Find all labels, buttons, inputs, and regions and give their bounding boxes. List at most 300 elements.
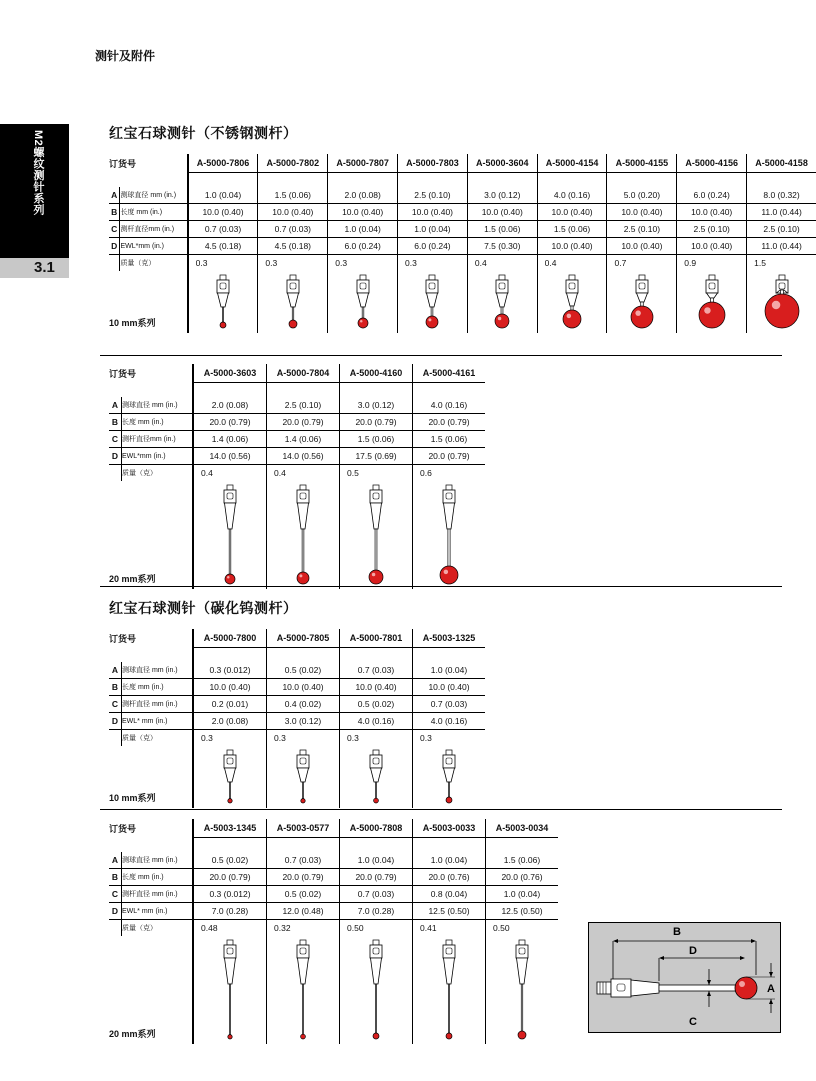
stylus-cell	[340, 936, 413, 1044]
spec-row-b	[109, 414, 485, 431]
spec-value: 10.0 (0.40)	[340, 679, 413, 696]
stylus-cell	[340, 746, 413, 808]
stylus-cell	[413, 936, 486, 1044]
spec-value: 0.7 (0.03)	[340, 886, 413, 903]
series-label: 10 mm系列	[109, 793, 156, 803]
spec-row-c	[109, 886, 558, 903]
spec-value: 0.8 (0.04)	[413, 886, 486, 903]
stylus-icon	[682, 273, 742, 331]
order-number: A-5000-3603	[193, 364, 267, 383]
spacer	[267, 648, 340, 663]
spec-value: 6.0 (0.24)	[398, 238, 468, 255]
spec-row-a	[109, 187, 816, 204]
stylus-cell	[747, 271, 816, 333]
row-label: EWL* mm (in.)	[122, 903, 194, 920]
spacer	[109, 173, 120, 188]
spec-value: 1.5 (0.06)	[486, 852, 559, 869]
spec-value: 4.0 (0.16)	[413, 713, 486, 730]
spec-table	[109, 154, 816, 333]
mass-value: 0.4	[267, 465, 340, 482]
stylus-cell	[398, 271, 468, 333]
row-letter: B	[109, 414, 122, 431]
order-number: A-5000-7805	[267, 629, 340, 648]
spec-value: 20.0 (0.76)	[413, 869, 486, 886]
spacer	[193, 383, 267, 398]
mass-value: 0.50	[340, 920, 413, 937]
spec-value: 10.0 (0.40)	[267, 679, 340, 696]
row-letter	[109, 730, 122, 747]
row-label: 测杆直径 mm (in.)	[122, 696, 194, 713]
row-label: EWL*mm (in.)	[122, 448, 194, 465]
spacer	[413, 383, 486, 398]
spec-table	[109, 629, 485, 808]
stylus-cell	[467, 271, 537, 333]
spacer	[677, 173, 747, 188]
row-label: 测球直径 mm (in.)	[122, 397, 194, 414]
row-letter: C	[109, 696, 122, 713]
spec-row-b	[109, 869, 558, 886]
row-letter	[109, 255, 120, 272]
order-number: A-5000-4156	[677, 154, 747, 173]
row-label: 质量（克）	[122, 925, 157, 932]
spacer	[607, 173, 677, 188]
row-label: 质量（克）	[122, 470, 157, 477]
stylus-icon	[200, 938, 260, 1042]
spec-value: 7.0 (0.28)	[193, 903, 267, 920]
order-row	[109, 154, 816, 173]
mass-value: 1.5	[747, 255, 816, 272]
order-number: A-5003-0577	[267, 819, 340, 838]
row-label: 测球直径 mm (in.)	[122, 852, 194, 869]
spec-value: 1.5 (0.06)	[258, 187, 328, 204]
order-number: A-5003-1345	[193, 819, 267, 838]
stylus-icon	[542, 273, 602, 331]
row-letter: A	[109, 397, 122, 414]
spec-value: 10.0 (0.40)	[537, 204, 607, 221]
spec-value: 6.0 (0.24)	[677, 187, 747, 204]
row-letter: D	[109, 713, 122, 730]
spec-value: 20.0 (0.79)	[193, 414, 267, 431]
row-letter: A	[109, 187, 120, 204]
spec-value: 7.5 (0.30)	[467, 238, 537, 255]
spec-row-d	[109, 713, 485, 730]
stylus-icon	[273, 483, 333, 587]
order-label: 订货号	[109, 823, 137, 834]
spec-value: 0.5 (0.02)	[267, 662, 340, 679]
spec-value: 20.0 (0.79)	[413, 414, 486, 431]
spec-value: 0.7 (0.03)	[413, 696, 486, 713]
spec-value: 10.0 (0.40)	[677, 204, 747, 221]
row-letter: C	[109, 431, 122, 448]
spec-value: 3.0 (0.12)	[267, 713, 340, 730]
spec-value: 0.5 (0.02)	[340, 696, 413, 713]
spec-value: 2.5 (0.10)	[267, 397, 340, 414]
section-number-text: 3.1	[34, 259, 55, 276]
divider	[100, 809, 782, 810]
dimension-diagram	[588, 922, 781, 1033]
mass-value: 0.4	[193, 465, 267, 482]
spec-value: 17.5 (0.69)	[340, 448, 413, 465]
spec-value: 20.0 (0.79)	[267, 414, 340, 431]
stylus-icon	[333, 273, 393, 331]
spec-value: 10.0 (0.40)	[398, 204, 468, 221]
spec-value: 10.0 (0.40)	[467, 204, 537, 221]
spec-value: 1.0 (0.04)	[340, 852, 413, 869]
row-letter: B	[109, 679, 122, 696]
order-number: A-5000-7801	[340, 629, 413, 648]
row-letter: C	[109, 886, 122, 903]
mass-value: 0.6	[413, 465, 486, 482]
spacer	[398, 173, 468, 188]
spec-block-stainless-10mm	[109, 154, 816, 333]
side-tab-text: M2螺纹测针系列	[32, 130, 44, 216]
spec-value: 2.5 (0.10)	[607, 221, 677, 238]
spec-value: 8.0 (0.32)	[747, 187, 816, 204]
spacer	[109, 383, 122, 398]
page-header: 测针及附件	[95, 49, 156, 63]
stylus-cell	[413, 746, 486, 808]
stylus-icon	[200, 748, 260, 806]
spec-value: 4.0 (0.16)	[537, 187, 607, 204]
picture-row	[109, 481, 485, 589]
spec-value: 12.5 (0.50)	[486, 903, 559, 920]
spec-table	[109, 364, 485, 589]
spec-value: 2.5 (0.10)	[747, 221, 816, 238]
stylus-icon	[492, 938, 552, 1042]
picture-row	[109, 936, 558, 1044]
spec-value: 1.0 (0.04)	[398, 221, 468, 238]
mass-value: 0.50	[486, 920, 559, 937]
spacer	[258, 173, 328, 188]
order-number: A-5003-0034	[486, 819, 559, 838]
spacer	[467, 173, 537, 188]
order-label: 订货号	[109, 368, 137, 379]
stylus-icon	[200, 483, 260, 587]
order-number: A-5000-7807	[328, 154, 398, 173]
row-label: 长度 mm (in.)	[122, 679, 194, 696]
stylus-icon	[346, 938, 406, 1042]
spacer	[340, 838, 413, 853]
spec-value: 10.0 (0.40)	[607, 238, 677, 255]
order-number: A-5000-4154	[537, 154, 607, 173]
stylus-icon	[346, 483, 406, 587]
row-label: 测球直径 mm (in.)	[122, 662, 194, 679]
mass-value: 0.3	[267, 730, 340, 747]
spec-value: 4.5 (0.18)	[258, 238, 328, 255]
row-label: 质量（克）	[122, 735, 157, 742]
row-label: 长度 mm (in.)	[120, 204, 188, 221]
spec-value: 0.4 (0.02)	[267, 696, 340, 713]
row-letter: D	[109, 448, 122, 465]
spec-row-a	[109, 852, 558, 869]
stylus-cell	[188, 271, 258, 333]
spec-value: 0.5 (0.02)	[267, 886, 340, 903]
spacer	[109, 838, 122, 853]
stylus-cell	[607, 271, 677, 333]
spec-value: 7.0 (0.28)	[340, 903, 413, 920]
row-letter: C	[109, 221, 120, 238]
picture-row	[109, 746, 485, 808]
picture-row	[109, 271, 816, 333]
spec-row-d	[109, 903, 558, 920]
stylus-icon	[193, 273, 253, 331]
spec-value: 20.0 (0.79)	[193, 869, 267, 886]
spacer	[188, 173, 258, 188]
spec-value: 20.0 (0.79)	[340, 869, 413, 886]
spec-value: 1.5 (0.06)	[340, 431, 413, 448]
series-label: 10 mm系列	[109, 318, 156, 328]
row-letter: A	[109, 852, 122, 869]
row-letter: A	[109, 662, 122, 679]
order-label: 订货号	[109, 633, 137, 644]
spec-value: 0.7 (0.03)	[188, 221, 258, 238]
row-label: 测杆直径mm (in.)	[122, 431, 194, 448]
mass-row	[109, 255, 816, 272]
order-number: A-5000-4161	[413, 364, 486, 383]
stylus-cell	[340, 481, 413, 589]
stylus-cell	[193, 936, 267, 1044]
stylus-cell	[537, 271, 607, 333]
spec-value: 2.0 (0.08)	[193, 713, 267, 730]
spacer	[340, 383, 413, 398]
spec-block-carbide-10mm	[109, 629, 485, 808]
spec-value: 10.0 (0.40)	[328, 204, 398, 221]
spec-value: 11.0 (0.44)	[747, 204, 816, 221]
stylus-cell	[267, 746, 340, 808]
section-title-stainless: 红宝石球测针（不锈钢测杆）	[109, 125, 298, 141]
mass-row	[109, 730, 485, 747]
spec-value: 10.0 (0.40)	[193, 679, 267, 696]
mass-row	[109, 920, 558, 937]
order-number: A-5000-4158	[747, 154, 816, 173]
row-letter	[109, 920, 122, 937]
spec-value: 0.2 (0.01)	[193, 696, 267, 713]
stylus-icon	[612, 273, 672, 331]
mass-value: 0.41	[413, 920, 486, 937]
row-label: 长度 mm (in.)	[122, 414, 194, 431]
spec-value: 10.0 (0.40)	[188, 204, 258, 221]
spacer	[340, 648, 413, 663]
stylus-icon	[273, 748, 333, 806]
spec-table	[109, 819, 558, 1044]
spec-value: 14.0 (0.56)	[193, 448, 267, 465]
spec-value: 1.0 (0.04)	[486, 886, 559, 903]
spec-value: 20.0 (0.79)	[340, 414, 413, 431]
order-label: 订货号	[109, 158, 137, 169]
mass-value: 0.5	[340, 465, 413, 482]
mass-value: 0.3	[188, 255, 258, 272]
row-letter	[109, 465, 122, 482]
mass-value: 0.3	[258, 255, 328, 272]
spec-value: 1.5 (0.06)	[413, 431, 486, 448]
spacer	[267, 838, 340, 853]
divider	[100, 355, 782, 356]
order-number: A-5000-7800	[193, 629, 267, 648]
spec-value: 0.7 (0.03)	[267, 852, 340, 869]
mass-value: 0.9	[677, 255, 747, 272]
spec-row-d	[109, 238, 816, 255]
spec-row-a	[109, 397, 485, 414]
spec-value: 1.0 (0.04)	[188, 187, 258, 204]
spec-value: 4.5 (0.18)	[188, 238, 258, 255]
side-tab	[0, 124, 69, 258]
mass-value: 0.3	[398, 255, 468, 272]
spec-value: 3.0 (0.12)	[340, 397, 413, 414]
stylus-icon	[419, 483, 479, 587]
mass-value: 0.48	[193, 920, 267, 937]
spec-value: 2.0 (0.08)	[193, 397, 267, 414]
mass-value: 0.3	[413, 730, 486, 747]
spec-row-d	[109, 448, 485, 465]
stylus-icon	[346, 748, 406, 806]
row-letter: B	[109, 869, 122, 886]
spec-row-c	[109, 696, 485, 713]
diagram-label-c: C	[689, 1016, 697, 1028]
spec-row-c	[109, 431, 485, 448]
spec-value: 4.0 (0.16)	[340, 713, 413, 730]
mass-value: 0.7	[607, 255, 677, 272]
spacer	[122, 838, 194, 853]
stylus-icon	[472, 273, 532, 331]
diagram-label-b: B	[673, 926, 681, 938]
spec-value: 0.7 (0.03)	[340, 662, 413, 679]
row-label: EWL*mm (in.)	[120, 238, 188, 255]
spacer	[486, 838, 559, 853]
spec-row-a	[109, 662, 485, 679]
spacer-row	[109, 173, 816, 188]
spacer	[122, 648, 194, 663]
spec-value: 11.0 (0.44)	[747, 238, 816, 255]
stylus-icon	[263, 273, 323, 331]
order-number: A-5000-7804	[267, 364, 340, 383]
stylus-cell	[413, 481, 486, 589]
spec-value: 10.0 (0.40)	[537, 238, 607, 255]
order-number: A-5000-7806	[188, 154, 258, 173]
spacer	[413, 648, 486, 663]
order-row	[109, 819, 558, 838]
row-letter: D	[109, 238, 120, 255]
mass-row	[109, 465, 485, 482]
spec-value: 1.0 (0.04)	[328, 221, 398, 238]
spec-value: 20.0 (0.79)	[413, 448, 486, 465]
spec-value: 2.0 (0.08)	[328, 187, 398, 204]
spec-value: 10.0 (0.40)	[413, 679, 486, 696]
mass-value: 0.4	[537, 255, 607, 272]
spec-value: 1.4 (0.06)	[193, 431, 267, 448]
stylus-cell	[677, 271, 747, 333]
stylus-cell	[267, 481, 340, 589]
row-label: 质量（克）	[120, 260, 156, 267]
spec-block-stainless-20mm	[109, 364, 485, 589]
order-number: A-5003-0033	[413, 819, 486, 838]
row-letter: D	[109, 903, 122, 920]
spec-value: 4.0 (0.16)	[413, 397, 486, 414]
spec-value: 2.5 (0.10)	[677, 221, 747, 238]
spec-row-c	[109, 221, 816, 238]
section-title-carbide: 红宝石球测针（碳化钨测杆）	[109, 600, 298, 616]
spec-row-b	[109, 679, 485, 696]
order-number: A-5000-4160	[340, 364, 413, 383]
order-number: A-5000-4155	[607, 154, 677, 173]
stylus-icon	[273, 938, 333, 1042]
spec-value: 0.7 (0.03)	[258, 221, 328, 238]
spec-value: 2.5 (0.10)	[398, 187, 468, 204]
spacer-row	[109, 648, 485, 663]
spec-value: 6.0 (0.24)	[328, 238, 398, 255]
section-number	[0, 258, 69, 278]
order-row	[109, 364, 485, 383]
stylus-cell	[193, 746, 267, 808]
series-label: 20 mm系列	[109, 574, 156, 584]
spec-value: 3.0 (0.12)	[467, 187, 537, 204]
order-number: A-5000-7802	[258, 154, 328, 173]
series-label: 20 mm系列	[109, 1029, 156, 1039]
row-label: 测杆直径 mm (in.)	[122, 886, 194, 903]
spec-value: 20.0 (0.76)	[486, 869, 559, 886]
spacer	[537, 173, 607, 188]
stylus-cell	[328, 271, 398, 333]
row-letter: B	[109, 204, 120, 221]
spec-value: 1.4 (0.06)	[267, 431, 340, 448]
mass-value: 0.3	[328, 255, 398, 272]
spec-value: 0.3 (0.012)	[193, 662, 267, 679]
row-label: 测杆直径mm (in.)	[120, 221, 188, 238]
spacer	[120, 173, 188, 188]
order-row	[109, 629, 485, 648]
spacer	[413, 838, 486, 853]
stylus-icon	[419, 938, 479, 1042]
spec-row-b	[109, 204, 816, 221]
spacer	[328, 173, 398, 188]
order-number: A-5000-3604	[467, 154, 537, 173]
stylus-cell	[258, 271, 328, 333]
spec-block-carbide-20mm	[109, 819, 558, 1044]
spacer	[193, 648, 267, 663]
mass-value: 0.4	[467, 255, 537, 272]
spacer	[747, 173, 816, 188]
spec-value: 0.5 (0.02)	[193, 852, 267, 869]
spacer-row	[109, 838, 558, 853]
stylus-icon	[752, 273, 812, 331]
spec-value: 1.5 (0.06)	[467, 221, 537, 238]
stylus-cell	[267, 936, 340, 1044]
stylus-cell	[193, 481, 267, 589]
stylus-cell	[486, 936, 559, 1044]
order-number: A-5003-1325	[413, 629, 486, 648]
spec-value: 0.3 (0.012)	[193, 886, 267, 903]
spec-value: 10.0 (0.40)	[258, 204, 328, 221]
row-label: 测球直径 mm (in.)	[120, 187, 188, 204]
mass-value: 0.32	[267, 920, 340, 937]
spec-value: 14.0 (0.56)	[267, 448, 340, 465]
spec-value: 10.0 (0.40)	[677, 238, 747, 255]
stylus-icon	[419, 748, 479, 806]
spec-value: 5.0 (0.20)	[607, 187, 677, 204]
row-label: EWL* mm (in.)	[122, 713, 194, 730]
spacer-row	[109, 383, 485, 398]
diagram-label-d: D	[689, 945, 697, 957]
spec-value: 12.0 (0.48)	[267, 903, 340, 920]
order-number: A-5000-7808	[340, 819, 413, 838]
mass-value: 0.3	[340, 730, 413, 747]
spacer	[109, 648, 122, 663]
order-number: A-5000-7803	[398, 154, 468, 173]
spec-value: 20.0 (0.79)	[267, 869, 340, 886]
stylus-icon	[402, 273, 462, 331]
spacer	[122, 383, 194, 398]
spacer	[267, 383, 340, 398]
row-label: 长度 mm (in.)	[122, 869, 194, 886]
